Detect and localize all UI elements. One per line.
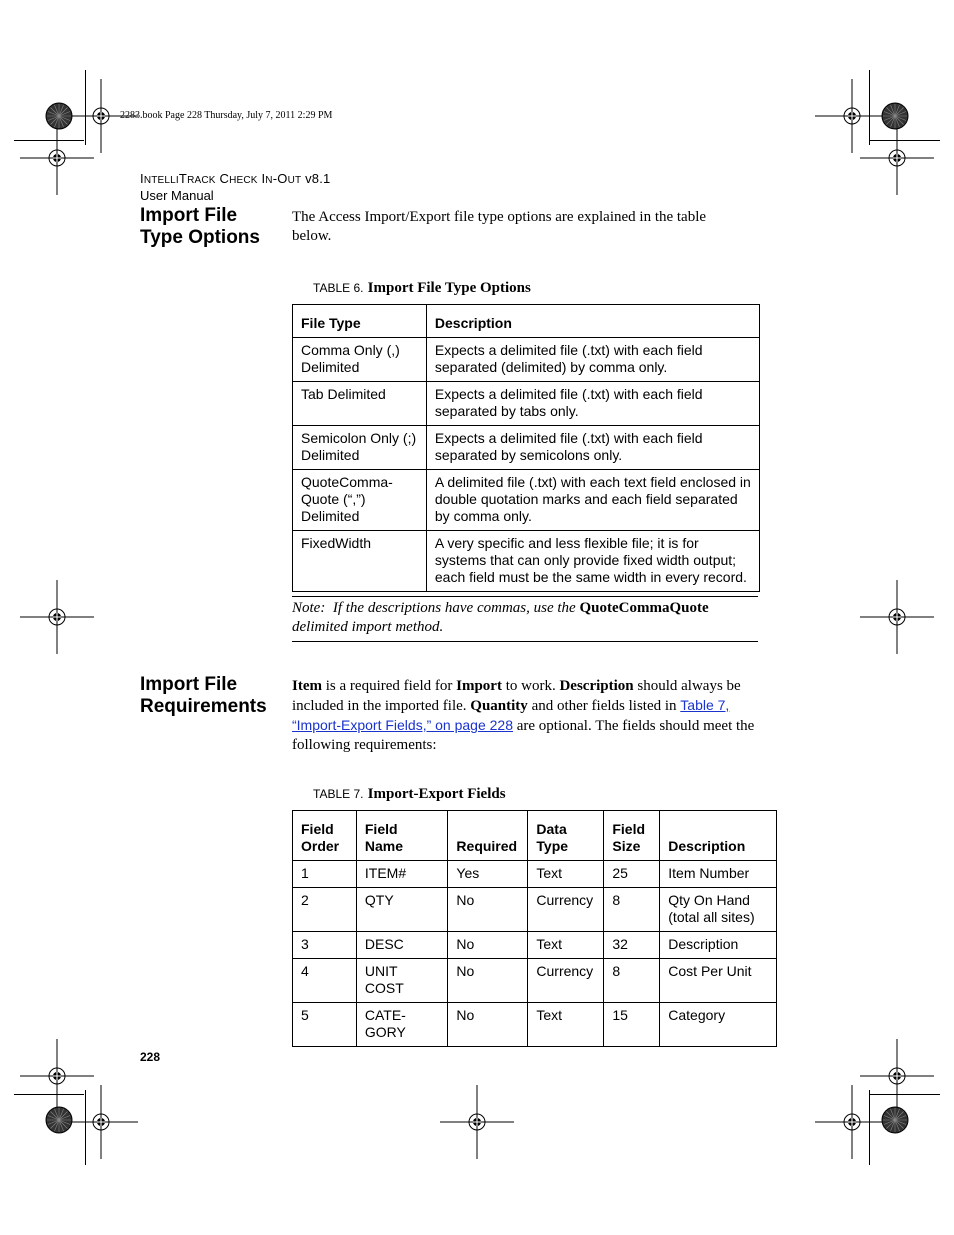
cell-field-size: 8 <box>604 959 660 1003</box>
cell-required: No <box>448 1003 528 1047</box>
cell-file-type: QuoteComma-Quote (“,”) Delimited <box>293 470 427 531</box>
bold-term: Quantity <box>470 698 528 714</box>
table-title: Import-Export Fields <box>367 786 506 802</box>
cell-field-order: 1 <box>293 861 357 888</box>
bold-term: Import <box>456 678 502 694</box>
cell-description: Expects a delimited file (.txt) with each field separated by tabs only. <box>426 382 759 426</box>
cell-data-type: Text <box>528 1003 604 1047</box>
cell-field-size: 15 <box>604 1003 660 1047</box>
cell-file-type: Comma Only (,) Delimited <box>293 338 427 382</box>
heading-line: Import File <box>140 674 238 695</box>
table6-caption <box>313 279 531 297</box>
cell-data-type: Text <box>528 932 604 959</box>
import-export-fields-table <box>292 810 777 1047</box>
cell-file-type: FixedWidth <box>293 531 427 592</box>
note <box>292 599 752 637</box>
cell-field-name: UNIT COST <box>356 959 448 1003</box>
cell-required: No <box>448 959 528 1003</box>
table7-cross-reference-link[interactable]: Table 7, “Import-Export Fields,” on page 228 <box>292 697 730 733</box>
table-header-row <box>293 305 760 338</box>
cell-data-type: Currency <box>528 888 604 932</box>
cell-description: Category <box>660 1003 777 1047</box>
running-head-title: INTELLITRACK CHECK IN-OUT v8.1 <box>140 171 331 186</box>
para-text: is a required field for <box>322 678 457 694</box>
table-row <box>293 531 760 592</box>
cell-description: A very specific and less flexible file; it is for systems that can only provide fixed width output; each field must be the same width in every record. <box>426 531 759 592</box>
cell-field-size: 25 <box>604 861 660 888</box>
column-header: Field Order <box>293 811 357 861</box>
cell-field-order: 4 <box>293 959 357 1003</box>
cell-field-order: 2 <box>293 888 357 932</box>
table7-caption <box>313 785 506 803</box>
cell-description: Item Number <box>660 861 777 888</box>
para-text: to work. <box>501 678 560 694</box>
cell-data-type: Currency <box>528 959 604 1003</box>
heading-line: Type Options <box>140 227 260 248</box>
note-bottom-rule <box>292 641 758 642</box>
running-head-subtitle: User Manual <box>140 188 214 203</box>
cell-required: No <box>448 888 528 932</box>
note-text: If the descriptions have commas, use the <box>332 600 576 616</box>
cell-file-type: Semicolon Only (;) Delimited <box>293 426 427 470</box>
column-header: File Type <box>293 305 427 338</box>
cell-description: Qty On Hand (total all sites) <box>660 888 777 932</box>
heading-line: Import File <box>140 205 238 226</box>
bold-term: Description <box>559 678 634 694</box>
print-slug: 2283.book Page 228 Thursday, July 7, 2011 2:29 PM <box>120 110 333 121</box>
column-header: Required <box>448 811 528 861</box>
cell-field-order: 5 <box>293 1003 357 1047</box>
section-heading-file-type-options <box>140 205 260 249</box>
column-header: Data Type <box>528 811 604 861</box>
column-header: Field Size <box>604 811 660 861</box>
table-row <box>293 382 760 426</box>
note-label: Note: <box>292 600 326 616</box>
cell-data-type: Text <box>528 861 604 888</box>
note-top-rule <box>292 596 758 597</box>
cell-description: A delimited file (.txt) with each text field enclosed in double quotation marks and each field separated by comma only. <box>426 470 759 531</box>
table-row <box>293 932 777 959</box>
note-text: delimited import method. <box>292 619 444 635</box>
table-header-row <box>293 811 777 861</box>
table-title: Import File Type Options <box>367 280 531 296</box>
cell-field-name: ITEM# <box>356 861 448 888</box>
cell-field-size: 32 <box>604 932 660 959</box>
cell-required: No <box>448 932 528 959</box>
page-number: 228 <box>140 1050 161 1064</box>
cell-description: Expects a delimited file (.txt) with each field separated (delimited) by comma only. <box>426 338 759 382</box>
file-type-options-table <box>292 304 760 592</box>
table-row <box>293 959 777 1003</box>
requirements-paragraph <box>292 677 758 755</box>
heading-line: Requirements <box>140 696 267 717</box>
cell-required: Yes <box>448 861 528 888</box>
cell-file-type: Tab Delimited <box>293 382 427 426</box>
section-heading-requirements <box>140 674 267 718</box>
column-header: Field Name <box>356 811 448 861</box>
para-text: should always be included in the imported file. <box>292 678 741 714</box>
note-bold-term: QuoteCommaQuote <box>579 600 709 616</box>
table-row <box>293 426 760 470</box>
cell-description: Expects a delimited file (.txt) with each field separated by semicolons only. <box>426 426 759 470</box>
table-row <box>293 1003 777 1047</box>
table-label: TABLE 7. <box>313 787 364 801</box>
table-label: TABLE 6. <box>313 281 364 295</box>
table-row <box>293 470 760 531</box>
table-row <box>293 888 777 932</box>
bold-term: Item <box>292 678 322 694</box>
cell-description: Description <box>660 932 777 959</box>
table-row <box>293 861 777 888</box>
intro-paragraph: The Access Import/Export file type options are explained in the table below. <box>292 209 707 244</box>
cell-field-name: QTY <box>356 888 448 932</box>
cell-description: Cost Per Unit <box>660 959 777 1003</box>
cell-field-name: DESC <box>356 932 448 959</box>
table-row <box>293 338 760 382</box>
para-text: and other fields listed in <box>527 698 681 714</box>
cell-field-order: 3 <box>293 932 357 959</box>
column-header: Description <box>660 811 777 861</box>
column-header: Description <box>426 305 759 338</box>
para-text: are optional. The fields should meet the following requirements: <box>292 718 755 753</box>
cell-field-name: CATE-GORY <box>356 1003 448 1047</box>
cell-field-size: 8 <box>604 888 660 932</box>
